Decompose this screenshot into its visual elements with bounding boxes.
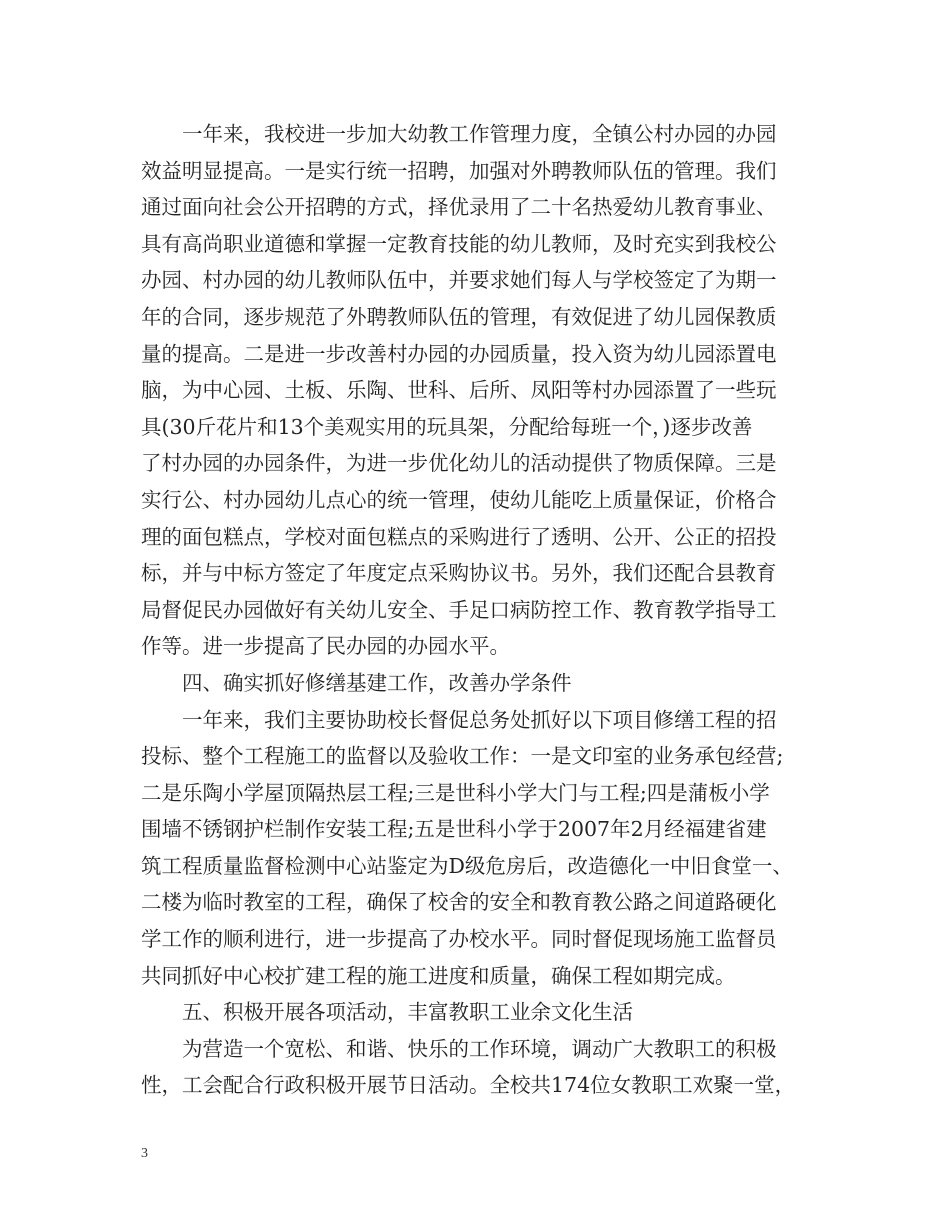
text-line: 共同抓好中心校扩建工程的施工进度和质量，确保工程如期完成。	[141, 963, 736, 988]
text-line: 脑，为中心园、土板、乐陶、世科、后所、凤阳等村办园添置了一些玩	[141, 378, 777, 403]
text-line: 办园、村办园的幼儿教师队伍中，并要求她们每人与学校签定了为期一	[141, 268, 777, 293]
text-line: 作等。进一步提高了民办园的办园水平。	[141, 634, 510, 659]
text-line: 量的提高。二是进一步改善村办园的办园质量，投入资为幼儿园添置电	[141, 341, 777, 366]
text-line: 实行公、村办园幼儿点心的统一管理，使幼儿能吃上质量保证，价格合	[141, 487, 777, 512]
text-line: 了村办园的办园条件，为进一步优化幼儿的活动提供了物质保障。三是	[141, 451, 777, 476]
text-line: 二是乐陶小学屋顶隔热层工程;三是世科小学大门与工程;四是蒲板小学	[141, 780, 770, 805]
text-line: 性，工会配合行政积极开展节日活动。全校共174位女教职工欢聚一堂，	[141, 1073, 796, 1098]
text-line: 围墙不锈钢护栏制作安装工程;五是世科小学于2007年2月经福建省建	[141, 817, 767, 842]
text-line: 通过面向社会公开招聘的方式，择优录用了二十名热爱幼儿教育事业、	[141, 195, 777, 220]
text-line: 年的合同，逐步规范了外聘教师队伍的管理，有效促进了幼儿园保教质	[141, 304, 777, 329]
text-line: 局督促民办园做好有关幼儿安全、手足口病防控工作、教育教学指导工	[141, 597, 777, 622]
text-line: 效益明显提高。一是实行统一招聘，加强对外聘教师队伍的管理。我们	[141, 158, 777, 183]
body-text	[141, 116, 821, 1104]
text-line: 一年来，我校进一步加大幼教工作管理力度，全镇公村办园的办园	[141, 122, 777, 146]
text-line: 投标、整个工程施工的监督以及验收工作：一是文印室的业务承包经营;	[141, 744, 784, 769]
text-line: 理的面包糕点，学校对面包糕点的采购进行了透明、公开、公正的招投	[141, 524, 777, 549]
page-number: 3	[141, 1146, 148, 1161]
text-line: 具(30斤花片和13个美观实用的玩具架，分配给每班一个，)逐步改善	[141, 414, 753, 439]
text-line: 一年来，我们主要协助校长督促总务处抓好以下项目修缮工程的招	[141, 707, 777, 732]
text-line: 标，并与中标方签定了年度定点采购协议书。另外，我们还配合县教育	[141, 561, 777, 586]
text-line: 学工作的顺利进行，进一步提高了办校水平。同时督促现场施工监督员	[141, 927, 777, 952]
text-line: 为营造一个宽松、和谐、快乐的工作环境，调动广大教职工的积极	[141, 1036, 777, 1061]
text-line: 五、积极开展各项活动，丰富教职工业余文化生活	[141, 1000, 633, 1025]
text-line: 具有高尚职业道德和掌握一定教育技能的幼儿教师，及时充实到我校公	[141, 231, 777, 256]
text-line: 二楼为临时教室的工程，确保了校舍的安全和教育教公路之间道路硬化	[141, 890, 777, 915]
text-line: 四、确实抓好修缮基建工作，改善办学条件	[141, 670, 572, 695]
text-line: 筑工程质量监督检测中心站鉴定为D级危房后，改造德化一中旧食堂一、	[141, 853, 793, 878]
